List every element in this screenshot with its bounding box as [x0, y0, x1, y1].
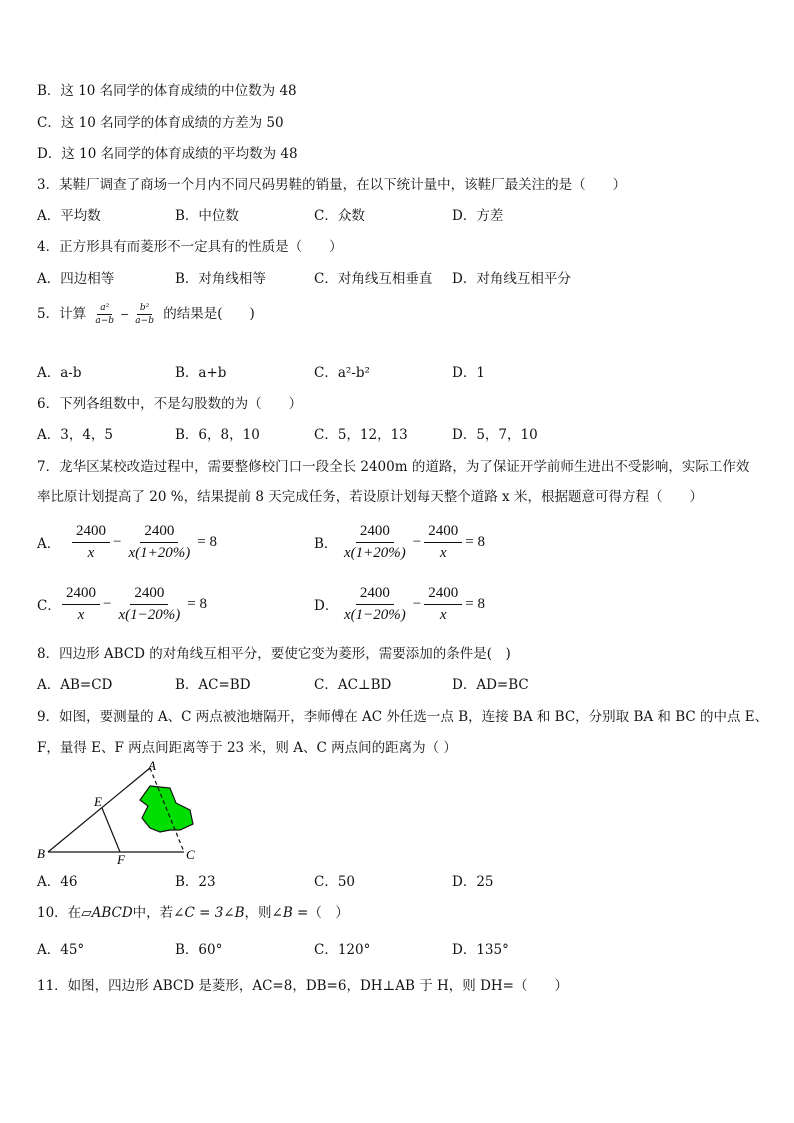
- q5-fraction-1: $\frac{\text{a²}}{a-b}$: [95, 303, 115, 326]
- label-b: B: [37, 846, 45, 861]
- q5-stem: [37, 303, 255, 326]
- q8-stem: 8．四边形 ABCD 的对角线互相平分，要使它变为菱形，需要添加的条件是( ): [37, 646, 511, 662]
- q10-parallelogram: ▱ABCD: [81, 905, 133, 921]
- q11-stem: 11．如图，四边形 ABCD 是菱形，AC=8，DB=6，DH⊥AB 于 H，则 DH=（ ）: [37, 978, 568, 994]
- q9-stem-line-2: F，量得 E、F 两点间距离等于 23 米，则 A、C 两点间的距离为（ ）: [37, 740, 457, 756]
- q10-stem: 10．在▱ABCD中，若∠C = 3∠B，则∠B =（ ）: [37, 905, 349, 921]
- q7-option-c-equation: $\frac{2400}{x}$ − $\frac{2400}{x(1-20\%)}$ = 8: [60, 584, 208, 625]
- q9-option-b: B．23: [175, 874, 216, 890]
- q6-option-a: A．3，4，5: [37, 427, 114, 443]
- q7-option-a-label: A．: [37, 536, 61, 552]
- q5-option-a: A．a-b: [37, 365, 82, 381]
- q7-stem-line-1: 7．龙华区某校改造过程中，需要整修校门口一段全长 2400m 的道路，为了保证开学前师生进出不受影响，实际工作效: [37, 459, 750, 475]
- q8-option-d: D．AD=BC: [452, 677, 529, 693]
- q4-option-a: A．四边相等: [37, 271, 115, 287]
- q8-option-b: B．AC=BD: [175, 677, 251, 693]
- q3-option-d: D．方差: [452, 208, 504, 224]
- q6-stem: 6．下列各组数中，不是勾股数的为（ ）: [37, 396, 303, 412]
- q10-option-d: D．135°: [452, 942, 509, 958]
- q5-option-b: B．a+b: [175, 365, 227, 381]
- q8-option-c: C．AC⊥BD: [314, 677, 392, 693]
- q7-option-a-equation: $\frac{2400}{x}$ − $\frac{2400}{x(1+20\%)}$ = 8: [70, 522, 218, 563]
- q7-option-b-equation: $\frac{2400}{x(1+20\%)}$ − $\frac{2400}{x}$ = 8: [344, 523, 485, 561]
- label-e: E: [94, 794, 102, 809]
- q4-option-d: D．对角线互相平分: [452, 271, 571, 287]
- q5-option-c: C．a²-b²: [314, 365, 370, 381]
- q3-stem: 3．某鞋厂调查了商场一个月内不同尺码男鞋的销量，在以下统计量中，该鞋厂最关注的是（ ）: [37, 177, 627, 193]
- q4-option-c: C．对角线互相垂直: [314, 271, 433, 287]
- q7-option-b-label: B．: [314, 536, 338, 552]
- q7-option-c-label: C．: [37, 598, 61, 614]
- q2-option-d: D．这 10 名同学的体育成绩的平均数为 48: [37, 146, 298, 162]
- q5-fraction-2: $\frac{\text{b²}}{a-b}$: [135, 303, 154, 326]
- q7-option-d-equation: $\frac{2400}{x(1-20\%)}$ − $\frac{2400}{x}$ = 8: [344, 585, 485, 623]
- q3-option-b: B．中位数: [175, 208, 239, 224]
- q9-stem-line-1: 9．如图，要测量的 A、C 两点被池塘隔开，李师傅在 AC 外任选一点 B，连接 BA 和 BC，分别取 BA 和 BC 的中点 E、: [37, 709, 769, 725]
- q6-option-c: C．5，12，13: [314, 427, 408, 443]
- q10-ask: ∠B =: [271, 905, 309, 921]
- q4-stem: 4．正方形具有而菱形不一定具有的性质是（ ）: [37, 239, 343, 255]
- q6-option-d: D．5，7，10: [452, 427, 538, 443]
- label-c: C: [186, 847, 195, 862]
- q10-option-b: B．60°: [175, 942, 223, 958]
- q9-option-c: C．50: [314, 874, 356, 890]
- q9-option-d: D．25: [452, 874, 494, 890]
- q7-stem-line-2: 率比原计划提高了 20 %，结果提前 8 天完成任务，若设原计划每天整个道路 x 米，根据题意可得方程（ ）: [37, 489, 703, 505]
- q9-figure: [30, 758, 220, 868]
- q5-option-d: D．1: [452, 365, 485, 381]
- q4-option-b: B．对角线相等: [175, 271, 266, 287]
- segment-ef: [102, 808, 120, 852]
- segment-ab: [48, 768, 150, 852]
- q8-option-a: A．AB=CD: [37, 677, 113, 693]
- q3-option-a: A．平均数: [37, 208, 101, 224]
- q3-option-c: C．众数: [314, 208, 365, 224]
- label-a: A: [148, 758, 156, 773]
- q10-condition: ∠C = 3∠B: [173, 905, 245, 921]
- q10-option-a: A．45°: [37, 942, 85, 958]
- q10-option-c: C．120°: [314, 942, 371, 958]
- q2-option-c: C．这 10 名同学的体育成绩的方差为 50: [37, 115, 284, 131]
- q5-minus: −: [120, 307, 130, 321]
- label-f: F: [117, 852, 125, 867]
- q5-prefix: 5．计算: [37, 306, 87, 322]
- q5-suffix: 的结果是( ): [163, 306, 255, 322]
- q6-option-b: B．6，8，10: [175, 427, 260, 443]
- q7-option-d-label: D．: [314, 598, 339, 614]
- q9-option-a: A．46: [37, 874, 78, 890]
- q2-option-b: B．这 10 名同学的体育成绩的中位数为 48: [37, 83, 297, 99]
